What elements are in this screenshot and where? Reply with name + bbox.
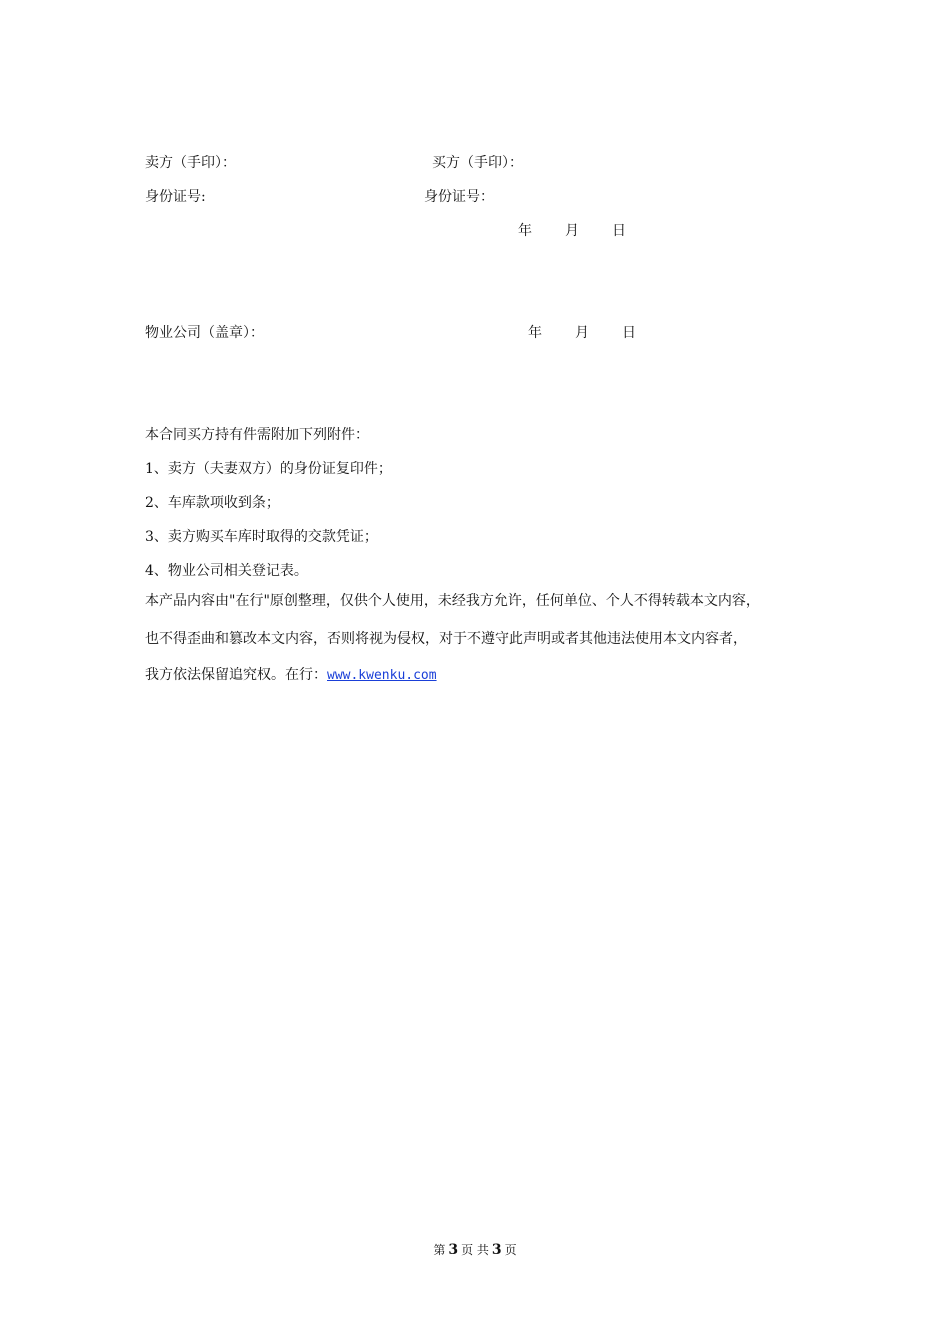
- date-month-label: 月: [565, 223, 579, 239]
- page-footer: [0, 1242, 950, 1258]
- notice-line-prefix: 我方依法保留追究权。在行：: [145, 667, 327, 683]
- seller-id-label: 身份证号:: [145, 189, 206, 205]
- date-day-label: 日: [612, 223, 626, 239]
- attachment-item: 2、车库款项收到条；: [145, 495, 280, 511]
- attachments-intro: 本合同买方持有件需附加下列附件：: [145, 427, 369, 443]
- attachment-item: 3、卖方购买车库时取得的交款凭证；: [145, 529, 378, 545]
- notice-line: [145, 666, 437, 685]
- date-year-label: 年: [518, 223, 532, 239]
- attachment-item: 1、卖方（夫妻双方）的身份证复印件；: [145, 461, 392, 477]
- date-month-label: 月: [575, 325, 589, 341]
- notice-line: 也不得歪曲和篡改本文内容，否则将视为侵权，对于不遵守此声明或者其他违法使用本文内容者，: [145, 631, 747, 647]
- property-company-date: [528, 324, 636, 342]
- signature-date: [518, 222, 626, 240]
- date-year-label: 年: [528, 325, 542, 341]
- property-company-seal-label: 物业公司（盖章）：: [145, 325, 264, 341]
- seller-signature-label: 卖方（手印）：: [145, 155, 236, 171]
- buyer-signature-label: 买方（手印）：: [432, 155, 523, 171]
- page-label-prefix: 第: [433, 1243, 446, 1257]
- page-label-middle: 页 共: [461, 1243, 489, 1257]
- current-page-number: 3: [448, 1242, 459, 1258]
- total-pages-number: 3: [491, 1242, 502, 1258]
- page-label-suffix: 页: [504, 1243, 517, 1257]
- website-link[interactable]: www.kwenku.com: [327, 668, 437, 683]
- notice-line: 本产品内容由"在行"原创整理，仅供个人使用，未经我方允许，任何单位、个人不得转载本文内容，: [145, 593, 760, 609]
- attachment-item: 4、物业公司相关登记表。: [145, 563, 308, 579]
- buyer-id-label: 身份证号：: [424, 189, 494, 205]
- date-day-label: 日: [622, 325, 636, 341]
